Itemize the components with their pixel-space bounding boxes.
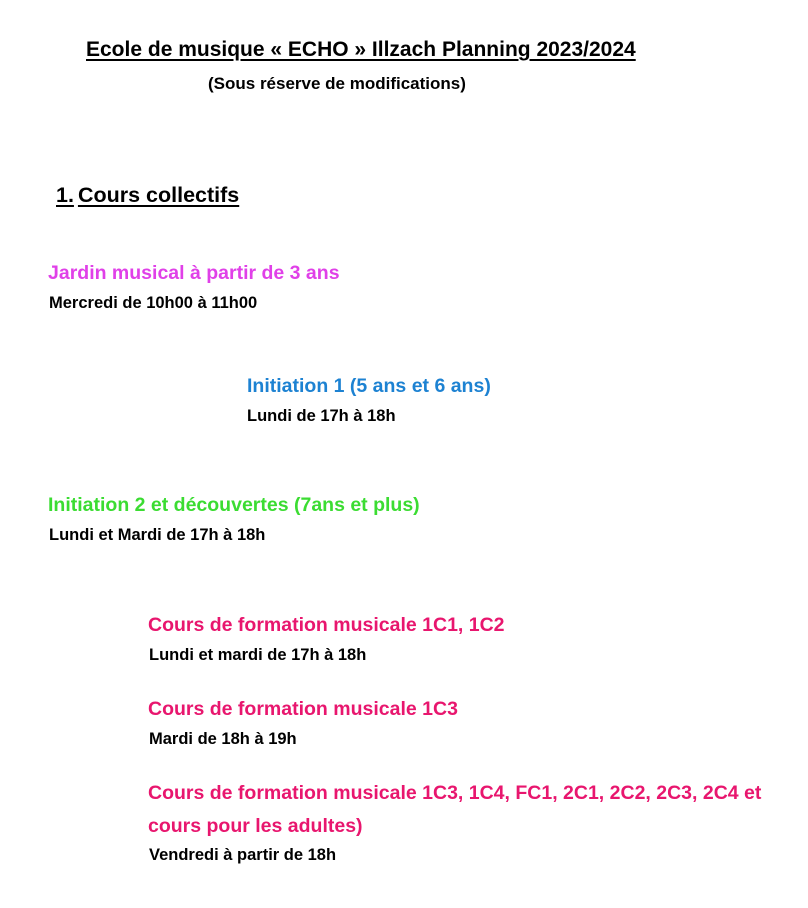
section-heading	[56, 183, 239, 208]
course-name: Cours de formation musicale 1C1, 1C2	[148, 614, 505, 636]
page-subtitle: (Sous réserve de modifications)	[208, 74, 466, 93]
course-name: Initiation 2 et découvertes (7ans et plus)	[48, 494, 420, 516]
course-schedule: Lundi et Mardi de 17h à 18h	[49, 526, 266, 544]
page-title: Ecole de musique « ECHO » Illzach Planning 2023/2024	[86, 38, 636, 61]
section-number: 1.	[56, 183, 74, 207]
course-schedule: Lundi de 17h à 18h	[247, 407, 396, 425]
course-name: Cours de formation musicale 1C3	[148, 698, 458, 720]
course-schedule: Lundi et mardi de 17h à 18h	[149, 646, 367, 664]
course-schedule: Mardi de 18h à 19h	[149, 730, 297, 748]
course-name: Initiation 1 (5 ans et 6 ans)	[247, 375, 491, 397]
course-schedule: Vendredi à partir de 18h	[149, 846, 337, 864]
course-schedule: Mercredi de 10h00 à 11h00	[49, 294, 258, 312]
section-title: Cours collectifs	[77, 183, 240, 207]
course-name: Jardin musical à partir de 3 ans	[48, 262, 340, 284]
course-name: Cours de formation musicale 1C3, 1C4, FC1, 2C1, 2C2, 2C3, 2C4 et cours pour les adultes)	[148, 782, 762, 837]
